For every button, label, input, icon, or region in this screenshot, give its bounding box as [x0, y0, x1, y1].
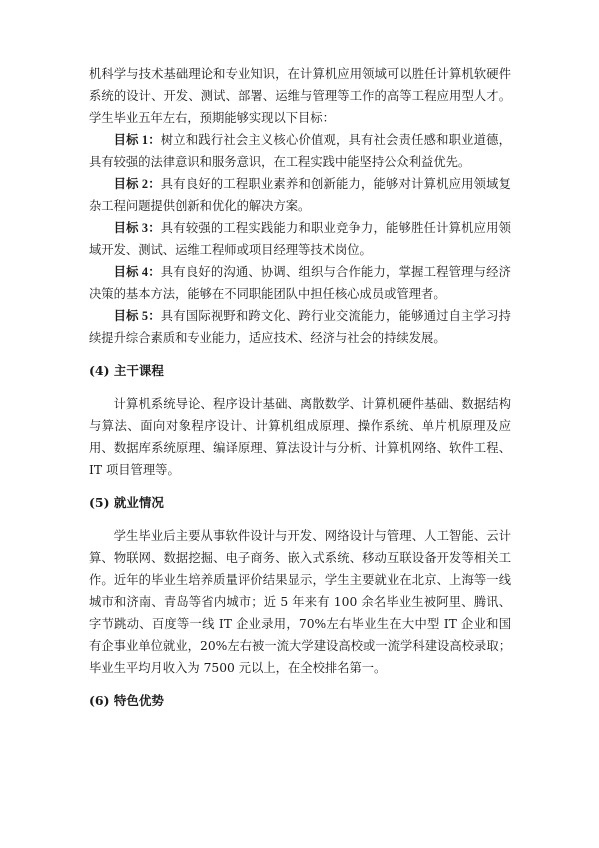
goal-3-label: 目标 3： — [113, 221, 161, 235]
goal-3 — [89, 217, 511, 261]
goal-2-text: 具有良好的工程职业素养和创新能力，能够对计算机应用领域复杂工程问题提供创新和优化的解决方案。 — [89, 177, 511, 213]
section-5-heading: (5) 就业情况 — [89, 495, 164, 510]
document-page — [89, 63, 511, 723]
goal-1 — [89, 129, 511, 173]
section-4-body: 计算机系统导论、程序设计基础、离散数学、计算机硬件基础、数据结构与算法、面向对象程序设计、计算机组成原理、操作系统、单片机原理及应用、数据库系统原理、编译原理、算法设计与分析、计算机网络、软件工程、IT 项目管理等。 — [89, 397, 511, 477]
goal-4-text: 具有良好的沟通、协调、组织与合作能力，掌握工程管理与经济决策的基本方法，能够在不同职能团队中担任核心成员或管理者。 — [89, 265, 511, 301]
goal-3-text: 具有较强的工程实践能力和职业竞争力，能够胜任计算机应用领域开发、测试、运维工程师或项目经理等技术岗位。 — [89, 221, 511, 257]
goal-2 — [89, 173, 511, 217]
section-6-heading: (6) 特色优势 — [89, 693, 164, 708]
goal-4-label: 目标 4： — [113, 265, 161, 279]
intro-paragraph: 机科学与技术基础理论和专业知识，在计算机应用领域可以胜任计算机软硬件系统的设计、开发、测试、部署、运维与管理等工作的高等工程应用型人才。学生毕业五年左右，预期能够实现以下目标： — [89, 67, 511, 125]
goal-5-label: 目标 5： — [113, 309, 161, 323]
goal-5-text: 具有国际视野和跨文化、跨行业交流能力，能够通过自主学习持续提升综合素质和专业能力，适应技术、经济与社会的持续发展。 — [89, 309, 511, 345]
goal-1-text: 树立和践行社会主义核心价值观，具有社会责任感和职业道德，具有较强的法律意识和服务意识，在工程实践中能坚持公众利益优先。 — [89, 133, 511, 169]
goal-5 — [89, 305, 511, 349]
goal-4 — [89, 261, 511, 305]
section-4-heading: (4) 主干课程 — [89, 363, 164, 378]
goal-2-label: 目标 2： — [113, 177, 161, 191]
goal-1-label: 目标 1： — [113, 133, 161, 147]
section-5-body: 学生毕业后主要从事软件设计与开发、网络设计与管理、人工智能、云计算、物联网、数据挖掘、电子商务、嵌入式系统、移动互联设备开发等相关工作。近年的毕业生培养质量评价结果显示，学生主要就业在北京、上海等一线城市和济南、青岛等省内城市；近 5 年来有 100 余名毕业生被阿里、腾讯、字节跳动、百度等一线 IT 企业录用，70%左右毕业生在大中型 IT 企业和国有企事业单位就业，20%左右被一流大学建设高校或一流学科建设高校录取；毕业生平均月收入为 7500 元以上，在全校排名第一。 — [89, 529, 511, 675]
